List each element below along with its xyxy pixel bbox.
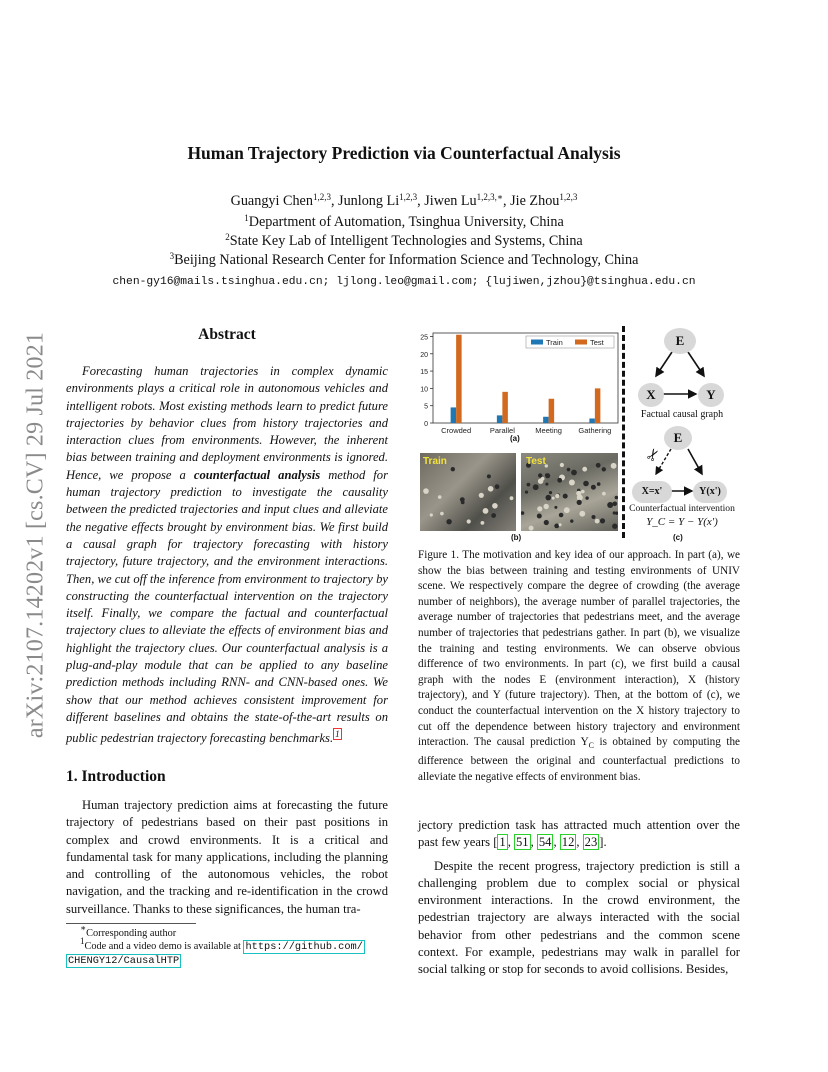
pedestrian-dot <box>529 526 534 531</box>
pedestrian-dot <box>533 484 539 490</box>
paper-title: Human Trajectory Prediction via Counterfactual Analysis <box>187 143 621 163</box>
pedestrian-dot <box>544 520 549 525</box>
bar-test <box>595 388 601 423</box>
bar-test <box>456 335 462 423</box>
x-tick-label: Meeting <box>535 426 562 435</box>
pedestrian-dot <box>592 515 596 519</box>
pedestrian-dot <box>577 500 582 505</box>
pedestrian-dot <box>467 519 471 523</box>
pedestrian-dot <box>555 494 559 498</box>
bar-train <box>497 415 503 423</box>
pedestrian-dot <box>579 511 585 517</box>
node-environment: E <box>664 426 692 450</box>
legend-swatch <box>531 340 543 345</box>
author-name: Junlong Li <box>338 193 400 209</box>
pedestrian-dot <box>612 524 617 529</box>
arxiv-stamp <box>20 300 52 770</box>
pedestrian-dot <box>451 467 455 471</box>
citation-link[interactable]: 23 <box>584 835 598 850</box>
author-emails: chen-gy16@mails.tsinghua.edu.cn; ljlong.leo@gmail.com; {lujiwen,jzhou}@tsinghua.edu.cn <box>112 276 696 288</box>
pedestrian-dot <box>430 513 433 516</box>
y-tick-label: 5 <box>424 403 428 411</box>
legend-swatch <box>575 340 587 345</box>
y-tick-label: 15 <box>420 369 428 377</box>
pedestrian-dot <box>541 477 545 481</box>
code-link[interactable]: https://github.com/ <box>245 941 363 953</box>
figure-label-b: (b) <box>511 533 522 542</box>
x-tick-label: Crowded <box>441 426 472 435</box>
author-list: Guangyi Chen$^{1,2,3}$, Junlong Li$^{1,2,3}$, Jiwen $Lu^{1,2,3,∗}$, Jie Zhou$^{1,2,3}$ <box>230 192 578 209</box>
y-tick-label: 0 <box>424 421 428 428</box>
node-counterfactual-history: X=x' <box>632 481 672 503</box>
figure-label-a: (a) <box>510 434 520 443</box>
node-history: X <box>638 383 664 407</box>
pedestrian-dot <box>570 519 573 522</box>
pedestrian-dot <box>611 463 617 469</box>
pedestrian-dot <box>591 485 596 490</box>
citation-link[interactable]: 12 <box>561 835 575 850</box>
pedestrian-dot <box>564 507 570 513</box>
pedestrian-dot <box>538 473 542 477</box>
footnote-link[interactable]: 1 <box>335 729 340 740</box>
pedestrian-dot <box>460 497 465 502</box>
pedestrian-dot <box>613 502 618 507</box>
pedestrian-dot <box>525 491 528 494</box>
pedestrian-dot <box>559 523 562 526</box>
test-scene-photo <box>521 453 618 531</box>
pedestrian-dot <box>581 490 585 494</box>
train-label: Train <box>423 456 447 467</box>
pedestrian-dot <box>582 467 587 472</box>
scissors-icon: ✂ <box>643 445 665 466</box>
y-tick-label: 25 <box>420 334 428 342</box>
pedestrian-dot <box>423 488 429 494</box>
affiliation: $^1$Department of Automation, Tsinghua University, China <box>244 213 564 230</box>
figure-label-c: (c) <box>673 533 683 542</box>
pedestrian-dot <box>571 470 577 476</box>
arxiv-id: arXiv:2107.14202v1 [cs.CV] 29 Jul 2021 <box>22 331 49 739</box>
pedestrian-dot <box>440 512 444 516</box>
bar-test <box>549 399 555 423</box>
intro-paragraph: Human trajectory prediction aims at forecasting the future trajectory of pedestrians based on their past positions in complex and crowd environments. It is a critical and fundamental task for many applications, including the planning and controlling of the autonomous vehicles, the robot navigation, and the tracking and re-identification in the crowd surveillance. Thanks to these significances, the human tra- <box>66 798 388 916</box>
author-name: Jiwen Lu <box>424 193 477 209</box>
pedestrian-dot <box>602 467 606 471</box>
pedestrian-dot <box>495 484 500 489</box>
intro-heading: 1. Introduction <box>66 768 166 785</box>
x-tick-label: Gathering <box>578 426 612 435</box>
code-link[interactable]: CHENGY12/CausalHTP <box>68 955 180 967</box>
pedestrian-dot <box>552 497 555 500</box>
pedestrian-dot <box>545 483 548 486</box>
pedestrian-dot <box>559 513 564 518</box>
pedestrian-dot <box>492 503 498 509</box>
pedestrian-dot <box>554 506 557 509</box>
counterfactual-label: Counterfactual intervention <box>629 503 735 514</box>
node-counterfactual-future: Y(x') <box>693 481 727 503</box>
pedestrian-dot <box>583 481 589 487</box>
pedestrian-dot <box>557 478 562 483</box>
bar-train <box>451 407 457 423</box>
citation-link[interactable]: 51 <box>515 835 529 850</box>
node-future: Y <box>698 383 724 407</box>
legend-label: Test <box>590 338 604 347</box>
y-tick-label: 20 <box>420 351 428 359</box>
pedestrian-dot <box>491 513 496 518</box>
pedestrian-dot <box>479 493 484 498</box>
author-name: Jie Zhou <box>510 193 560 209</box>
pedestrian-dot <box>585 496 588 499</box>
affiliation: $^3$Beijing National Research Center for Information Science and Technology, China <box>169 251 639 268</box>
pedestrian-dot <box>569 480 575 486</box>
pedestrian-dot <box>537 514 542 519</box>
train-scene-photo <box>420 453 516 531</box>
citation-list: [ 1 , 51 , 54 , 12 , 23 ] <box>493 835 604 850</box>
footnotes: ∗Corresponding author $^1$Code and a video demo is available at https://github.com/ CHENGY12/CausalHTP <box>68 923 363 967</box>
pedestrian-dot <box>607 502 613 508</box>
pedestrian-dot <box>544 504 549 509</box>
pedestrian-dot <box>596 463 601 468</box>
test-label: Test <box>526 456 546 467</box>
x-tick-label: Parallel <box>489 426 515 435</box>
node-environment: E <box>664 328 696 354</box>
affiliation: $^2$State Key Lab of Intelligent Technologies and Systems, China <box>225 232 583 249</box>
pedestrian-dot <box>537 506 542 511</box>
pedestrian-dot <box>481 521 485 525</box>
pedestrian-dot <box>600 518 605 523</box>
bias-bar-chart <box>415 325 620 445</box>
pedestrian-dot <box>595 519 600 524</box>
pedestrian-dot <box>510 496 514 500</box>
pedestrian-dot <box>488 486 494 492</box>
y-tick-label: 10 <box>420 386 428 394</box>
intro-paragraph: jectory prediction task has attracted much attention over the past few years [ 1 , 51 , 54 , 12 , 23 ]. Despite the recent progress, trajectory prediction is still a challenging problem due to complex social or physical environment interactions. In the crowd environment, the pedestrian trajectory are always interacted with the social behavior from other pedestrians and the common scene context. For example, pedestrians may walk in parallel for social talking or stop for seconds to avoid collisions. Besides, <box>418 818 740 977</box>
abstract-text: Forecasting human trajectories in complex dynamic environments plays a critical role in autonomous vehicles and intelligent robots. Most existing methods learn to predict future trajectories by behavior clues from history trajectories and interaction clues from environments. However, the inherent bias between training and deployment environments is ignored. Hence, we propose a counterfactual analysis method for human trajectory prediction to investigate the causality between the predicted trajectories and input clues and alleviate the negative effects brought by environment bias. We first build a causal graph for trajectory forecasting with history trajectory, future trajectory, and the environment interactions. Then, we cut off the inference from environment to trajectory by constructing the counterfactual intervention on the trajectory itself. Finally, we compare the factual and counterfactual trajectory clues to alleviate the effects of environment bias and highlight the trajectory clues. Our counterfactual analysis is a plug-and-play module that can be applied to any baseline prediction methods including RNN- and CNN-based ones. We show that our method achieves consistent improvement for different baselines and obtains the state-of-the-art results on public pedestrian trajectory forecasting benchmarks. $^1$ <box>66 364 388 746</box>
abstract-heading: Abstract <box>198 326 256 343</box>
pedestrian-dot <box>446 519 451 524</box>
pedestrian-dot <box>487 474 491 478</box>
bar-test <box>502 392 508 423</box>
citation-link[interactable]: 54 <box>538 835 552 850</box>
figure-caption: Figure 1. The motivation and key idea of our approach. In part (a), we show the bias between training and testing environments of UNIV scene. We respectively compare the degree of crowding (the average number of neighbors), the average number of parallel trajectories, the average number of trajectories that pedestrians meet, and the average number of trajectories that pedestrians gather. In part (b), we visualize the training and testing environments. We can observe obvious difference of two environments. In part (c), we first build a causal graph with the nodes E (environment interaction), X (history trajectory), and Y (future trajectory). Then, at the bottom of (c), we conduct the counterfactual intervention on the X history trajectory to cut off the dependence between history trajectory and environment interaction. The causal prediction $Y_C$ is obtained by computing the difference between the original and counterfactual predictions to alleviate the negative effects of environment bias. <box>418 549 741 783</box>
bar-train <box>589 419 595 424</box>
pedestrian-dot <box>549 491 552 494</box>
pedestrian-dot <box>545 473 548 476</box>
pedestrian-dot <box>438 495 442 499</box>
causal-formula: Y_C = Y − Y(x') <box>646 516 718 528</box>
pedestrian-dot <box>567 468 571 472</box>
pedestrian-dot <box>597 482 601 486</box>
citation-link[interactable]: 1 <box>499 835 506 850</box>
pedestrian-dot <box>483 508 489 514</box>
pedestrian-dot <box>560 463 564 467</box>
pedestrian-dot <box>521 511 524 515</box>
pedestrian-dot <box>602 492 606 496</box>
bar-train <box>543 417 549 423</box>
legend-label: Train <box>546 338 563 347</box>
author-name: Guangyi Chen <box>230 193 313 209</box>
pedestrian-dot <box>527 483 531 487</box>
pedestrian-dot <box>554 524 559 529</box>
factual-graph-label: Factual causal graph <box>640 409 724 420</box>
pedestrian-dot <box>546 495 552 501</box>
pedestrian-dot <box>615 496 618 500</box>
pedestrian-dot <box>563 494 568 499</box>
